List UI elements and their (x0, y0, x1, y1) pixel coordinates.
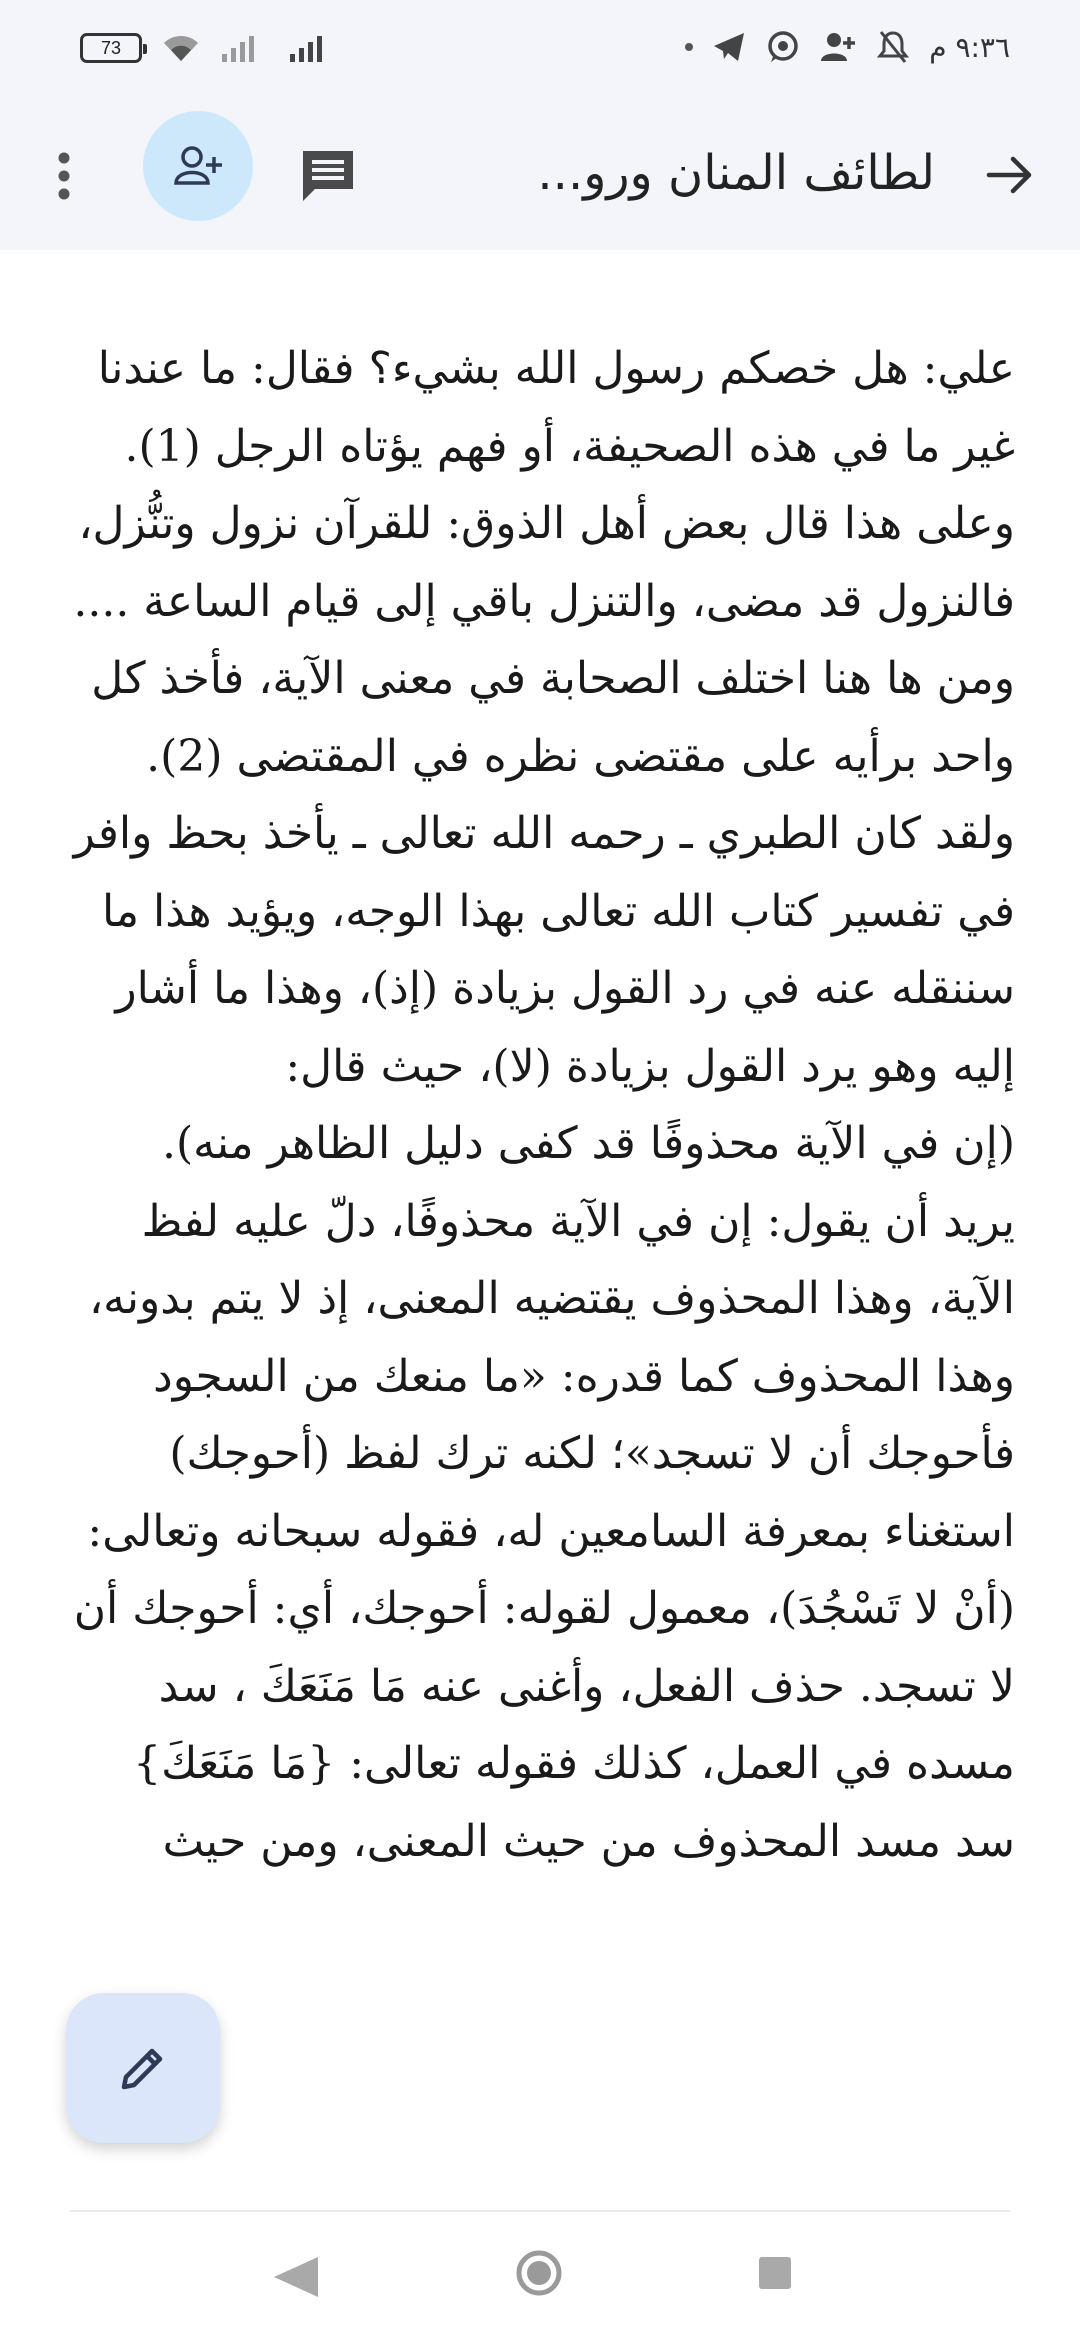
back-button[interactable] (976, 140, 1046, 210)
document-title: لطائف المنان ورو... (537, 145, 935, 201)
nav-recents-icon[interactable] (759, 2257, 791, 2289)
whatsapp-icon (765, 29, 801, 65)
pencil-icon (116, 2041, 170, 2095)
document-body (60, 330, 1015, 1880)
edit-fab-button[interactable] (66, 1993, 220, 2143)
paragraph: علي: هل خصكم رسول الله بشيء؟ فقال: ما عندنا غير ما في هذه الصحيفة، أو فهم يؤتاه الرجل (1). (97, 343, 1015, 472)
status-bar (0, 0, 1080, 100)
battery-level: 73 (100, 37, 122, 58)
app-bar (0, 100, 1080, 250)
comment-icon (299, 147, 357, 205)
notification-dot-icon (685, 43, 693, 51)
paragraph: (إن في الآية محذوفًا قد كفى دليل الظاهر منه). (161, 1118, 1015, 1169)
paragraph: وعلى هذا قال بعض أهل الذوق: للقرآن نزول وتنُّزل، فالنزول قد مضى، والتنزل باقي إلى قيام الساعة .... (73, 498, 1015, 627)
paragraph: ولقد كان الطبري ـ رحمه الله تعالى ـ يأخذ بحظ وافر في تفسير كتاب الله تعالى بهذا الوجه، ويؤيد هذا ما سننقله عنه في رد القول بزيادة (إذ)، وهذا ما أشار إليه وهو يرد القول بزيادة (لا)، حيث قال: (73, 808, 1015, 1092)
paragraph: يريد أن يقول: إن في الآية محذوفًا، دلّ عليه لفظ الآية، وهذا المحذوف يقتضيه المعنى، إذ لا يتم بدونه، وهذا المحذوف كما قدره: «ما منعك من السجود فأحوجك أن لا تسجد»؛ لكنه ترك لفظ (أحوجك) استغناء بمعرفة السامعين له، فقوله سبحانه وتعالى: (أنْ لا تَسْجُدَ)، معمول لقوله: أحوجك، أي: أحوجك أن لا تسجد. حذف الفعل، وأغنى عنه مَا مَنَعَكَ ، سد مسده في العمل، كذلك فقوله تعالى: {مَا مَنَعَكَ} سد مسد المحذوف من حيث المعنى، ومن حيث (73, 1195, 1015, 1867)
battery-icon (80, 33, 142, 63)
signal-icon-2 (288, 32, 338, 64)
status-right-group (685, 24, 1010, 70)
share-button[interactable] (143, 111, 253, 221)
more-vertical-icon (57, 151, 71, 201)
add-person-icon (819, 29, 857, 65)
nav-back-icon[interactable] (270, 2255, 322, 2299)
comment-button[interactable] (290, 138, 366, 214)
telegram-icon (711, 29, 747, 65)
navigation-divider (70, 2210, 1010, 2212)
wifi-icon (160, 31, 202, 65)
arrow-right-icon (985, 153, 1037, 197)
signal-icon (220, 32, 270, 64)
status-left-group (80, 28, 338, 68)
status-time: ٩:٣٦ م (929, 30, 1010, 64)
add-person-icon (172, 143, 224, 189)
nav-home-icon[interactable] (514, 2248, 564, 2298)
silent-icon (875, 29, 911, 65)
paragraph: ومن ها هنا اختلف الصحابة في معنى الآية، فأخذ كل واحد برأيه على مقتضى نظره في المقتضى (2). (91, 653, 1015, 782)
more-options-button[interactable] (34, 138, 94, 214)
